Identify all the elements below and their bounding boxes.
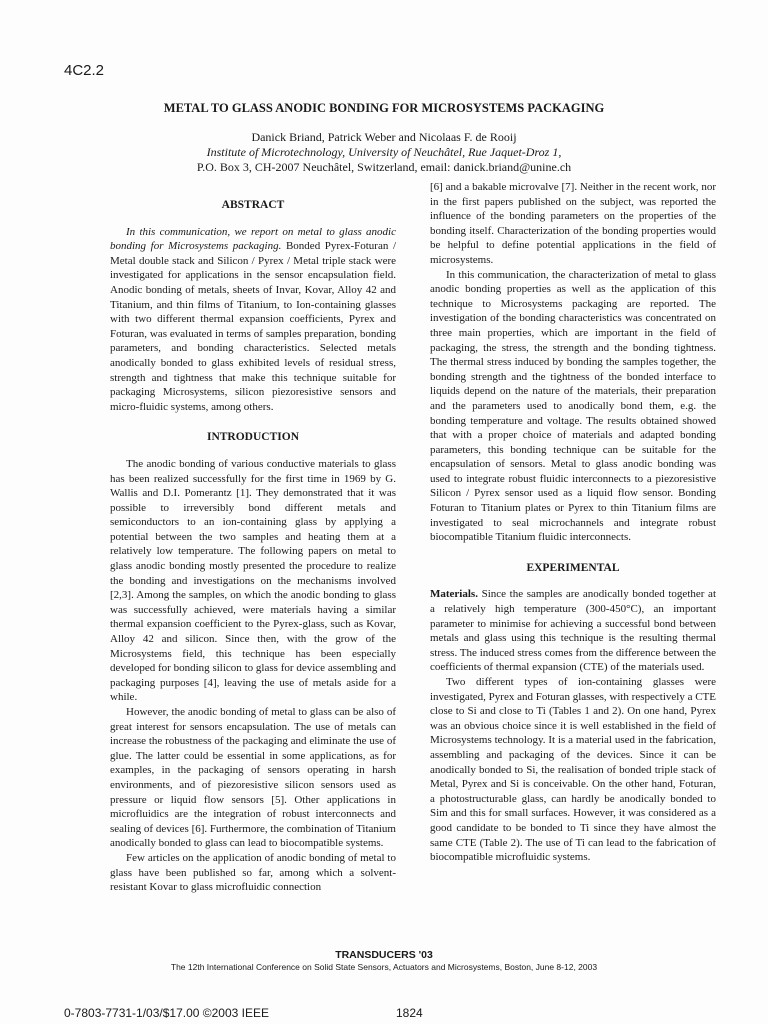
conference-subtitle: The 12th International Conference on Solid State Sensors, Actuators and Microsystems, Boston, June 8-12, 2003 [170, 962, 598, 972]
abstract-text [110, 225, 396, 415]
intro-paragraph-2: However, the anodic bonding of metal to glass can be also of great interest for sensors encapsulation. The use of metals can increase the robustness of the packaging and eliminate the use of glue. The latter could be essential in some applications, as for examples, in the packaging of sensors operating in harsh environments, and of piezoresistive silicon sensors used as pressure or liquid flow sensors [5]. Other applications in microfluidics are the integration of robust interconnects and sealing of devices [6]. Furthermore, the combination of Titanium anodically bonded to glass can lead to biocompatible systems. [110, 706, 396, 850]
conference-name: TRANSDUCERS '03 [335, 949, 433, 961]
experimental-paragraph-1 [430, 587, 716, 675]
conference-footer [0, 949, 768, 972]
author-address: P.O. Box 3, CH-2007 Neuchâtel, Switzerland, email: danick.briand@unine.ch [196, 160, 572, 174]
section-code: 4C2.2 [64, 62, 105, 79]
right-column [430, 180, 716, 865]
materials-label: Materials. [430, 588, 478, 601]
intro-paragraph-1: The anodic bonding of various conductive materials to glass has been realized successfully for the first time in 1969 by G. Wallis and D.I. Pomerantz [1]. They demonstrated that it was possible to irreversibly bond different metals and semiconductors to an ion-containing glass by applying a potential between the two samples and heating them at a relatively low temperature. The following papers on metal to glass anodic bonding mostly presented the procedure to realize the bonding and investigations on the mechanisms involved [2,3]. Among the samples, on which the anodic bonding to glass was successfully achieved, were materials having a similar thermal expansion coefficient to the Pyrex-glass, such as Kovar, Alloy 42 and silicon. Since then, with the grow of the Microsystems field, this technique has been especially developed for bonding silicon to glass for device assembling and packaging purposes [4], leaving the use of metals aside for a while. [110, 457, 396, 704]
abstract-lead: In this communication, we report on metal to glass anodic bonding for Microsystems packaging. [110, 225, 396, 253]
experimental-heading: EXPERIMENTAL [526, 561, 620, 574]
experimental-p1-text: Since the samples are anodically bonded together at a relatively high temperature (300-450°C), an important parameter to minimise for achieving a successful bond between metals and glass using this technique is the resulting thermal stress. The induced stress comes from the difference between the coefficients of thermal expansion (CTE) of the materials used. [430, 588, 716, 674]
experimental-paragraph-2: Two different types of ion-containing glasses were investigated, Pyrex and Foturan glasses, with respectively a CTE close to Si and close to Ti (Tables 1 and 2). On one hand, Pyrex was an obvious choice since it is well established in the field of Microsystems technology. It is a material used in the fabrication, assembling and packaging of the devices. Since it can be anodically bonded to Si, the realisation of bonded triple stack of Metal, Pyrex and Si is conceivable. On the other hand, Foturan, a photostructurable glass, can hardly be anodically bonded to Sim and this for small surfaces. However, it was considered as a good candidate to be bonded to Ti since they have almost the same CTE (Table 2). The use of Ti can lead to the fabrication of biocompatible microfluidic systems. [430, 676, 716, 864]
intro-paragraph-3-cont: [6] and a bakable microvalve [7]. Neither in the recent work, nor in the first papers published on the subject, was reported the influence of the bonding parameters on the properties of the bonding itself. Characterization of the bonding properties would be helpful to define potential applications in the field of microsystems. [430, 181, 716, 266]
paper-title: METAL TO GLASS ANODIC BONDING FOR MICROSYSTEMS PACKAGING [163, 101, 605, 115]
author-names: Danick Briand, Patrick Weber and Nicolaas F. de Rooij [251, 130, 517, 144]
intro-paragraph-3: Few articles on the application of anodic bonding of metal to glass have been published so far, among which a solvent-resistant Kovar to glass microfluidic connection [110, 851, 396, 894]
abstract-body: Bonded Pyrex-Foturan / Metal double stack and Silicon / Pyrex / Metal triple stack were investigated for applications in the sensor encapsulation field. Anodic bonding of metals, sheets of Invar, Kovar, Alloy 42 and Titanium, and thin films of Titanium, to Ion-containing glasses with two different thermal expansion coefficients, Pyrex and Foturan, was evaluated in terms of samples preparation, bonding parameters, and bonding characteristics. Selected metals anodically bonded to glass exhibited levels of residual stress, strength and tightness that make this technique suitable for packaging Microsystems, silicon piezoresistive sensors and micro-fluidic systems, among others. [110, 240, 396, 413]
author-block [0, 130, 768, 175]
isbn-line: 0-7803-7731-1/03/$17.00 ©2003 IEEE [64, 1006, 269, 1020]
intro-paragraph-4: In this communication, the characterization of metal to glass anodic bonding properties as well as the application of this technique to Microsystems packaging are reported. The investigation of the bonding characteristics was concentrated on three main properties, which are important in the field of packaging, the stress, the strength and the bonding tightness. The thermal stress induced by bonding the samples together, the bonding strength and the tightness of the bonded interface to liquids depend on the nature of the materials, their preparation and the parameters used to anodically bond them, e.g. the bonding temperature and voltage. The results obtained showed that with a proper choice of materials and adapted bonding parameters, this bonding technique can be suitable for the encapsulation of sensors. Metal to glass anodic bonding was used to integrate robust fluidic interconnects to a piezoresistive Silicon / Pyrex sensor used as a liquid flow sensor. Bonding Foturan to Titanium plates or Pyrex to thin Titanium films are investigated to seal microchannels and integrate robust biocompatible Titanium fluidic interconnects. [430, 268, 716, 544]
author-affiliation: Institute of Microtechnology, University of Neuchâtel, Rue Jaquet-Droz 1, [206, 145, 562, 159]
page-number: 1824 [396, 1006, 423, 1020]
left-column [110, 198, 396, 895]
abstract-heading: ABSTRACT [221, 199, 285, 211]
introduction-heading: INTRODUCTION [206, 431, 299, 444]
